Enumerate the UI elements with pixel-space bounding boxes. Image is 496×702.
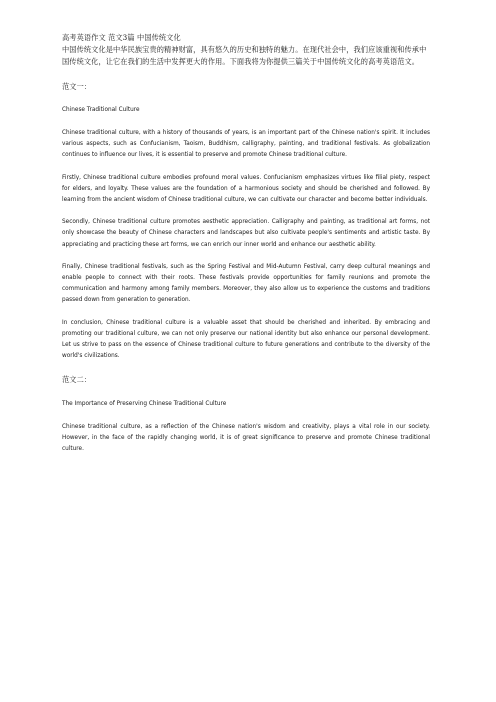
essay-2-paragraph-1: Chinese traditional culture, as a reflection of the Chinese nation's wisdom and creativity, plays a vital role in our society. However, in the face of the rapidly changing world, it is of great significance to preserve and promote Chinese traditional culture. bbox=[62, 423, 430, 453]
document-page bbox=[62, 32, 430, 455]
document-intro: 中国传统文化是中华民族宝贵的精神财富，具有悠久的历史和独特的魅力。在现代社会中，我们应该重视和传承中国传统文化，让它在我们的生活中发挥更大的作用。下面我将为你提供三篇关于中国传统文化的高考英语范文。 bbox=[62, 45, 427, 67]
document-title: 高考英语作文 范文3篇 中国传统文化 bbox=[62, 33, 181, 42]
essay-1-paragraph-3: Secondly, Chinese traditional culture promotes aesthetic appreciation. Calligraphy and painting, as traditional art forms, not only showcase the beauty of Chinese characters and landscapes but also cultivate people's sentiments and artistic taste. By appreciating and practicing these art forms, we can enrich our inner world and enhance our aesthetic ability. bbox=[62, 219, 430, 248]
essay-1-label: 范文一： bbox=[62, 81, 92, 91]
essay-1-paragraph-4: Finally, Chinese traditional festivals, such as the Spring Festival and Mid-Autumn Festival, carry deep cultural meanings and enable people to connect with their roots. These festivals provide opportunities for family reunions and promote the communication and harmony among family members. Moreover, they also allow us to experience the customs and traditions passed down from generation to generation. bbox=[62, 263, 430, 304]
essay-1-paragraph-2: Firstly, Chinese traditional culture embodies profound moral values. Confucianism emphasizes virtues like filial piety, respect for elders, and loyalty. These values are the foundation of a harmonious society and should be cherished and followed. By learning from the ancient wisdom of Chinese traditional culture, we can cultivate our character and become better individuals. bbox=[62, 174, 430, 204]
essay-1-paragraph-1: Chinese traditional culture, with a history of thousands of years, is an important part of the Chinese nation's spirit. It includes various aspects, such as Confucianism, Taoism, Buddhism, calligraphy, painting, and traditional festivals. As globalization continues to influence our lives, it is essential to preserve and promote Chinese traditional culture. bbox=[62, 130, 430, 159]
essay-1-title: Chinese Traditional Culture bbox=[62, 106, 140, 113]
essay-2-label: 范文二： bbox=[62, 375, 92, 385]
essay-2-title: The Importance of Preserving Chinese Traditional Culture bbox=[62, 400, 227, 407]
essay-1-paragraph-5: In conclusion, Chinese traditional culture is a valuable asset that should be cherished and inherited. By embracing and promoting our traditional culture, we can not only preserve our national identity but also enhance our personal development. Let us strive to pass on the essence of Chinese traditional culture to future generations and contribute to the diversity of the world's civilizations. bbox=[62, 319, 430, 360]
